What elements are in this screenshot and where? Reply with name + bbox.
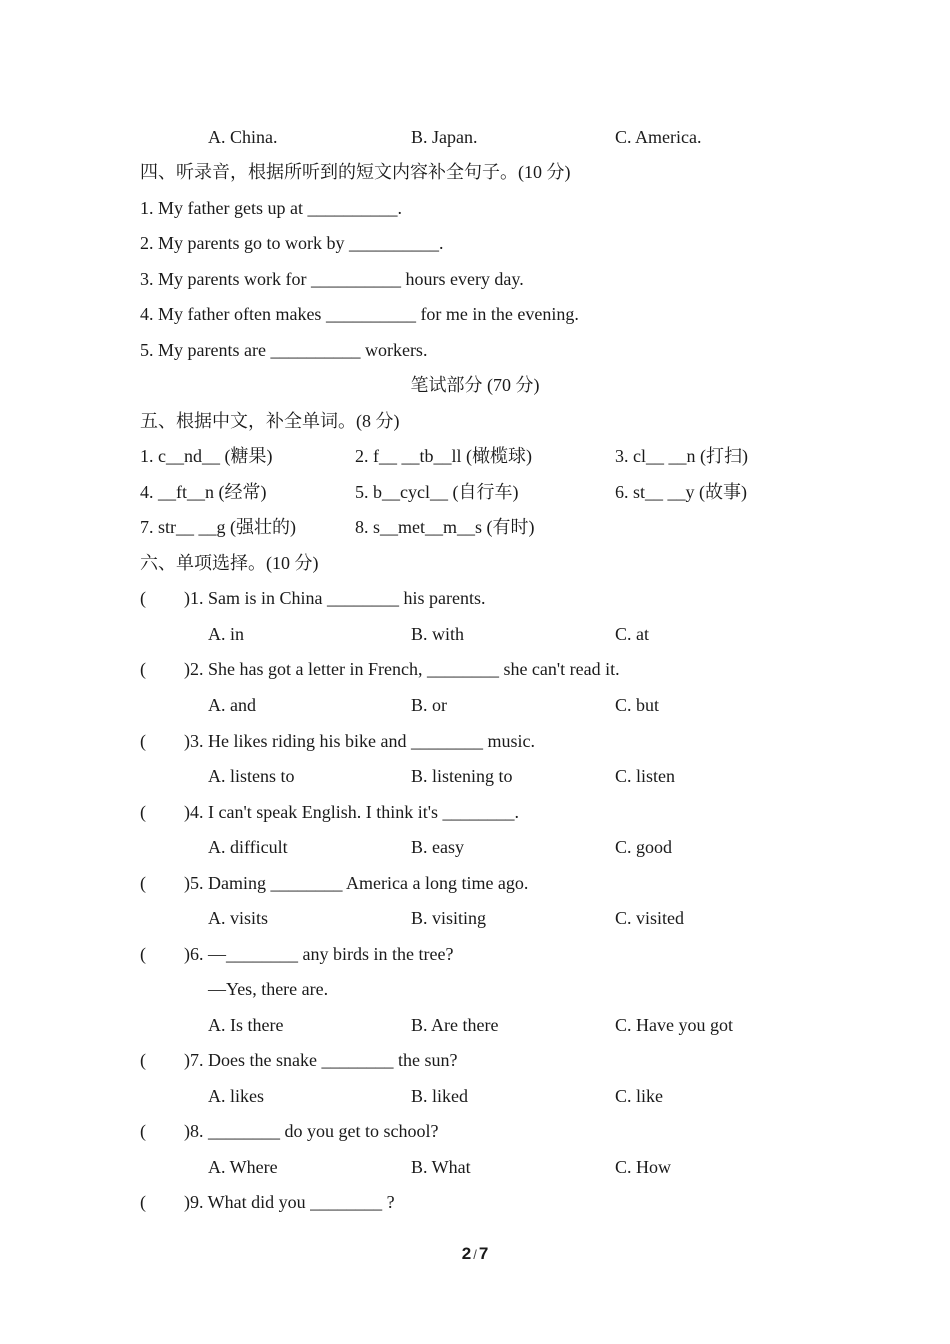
question-line [140,1048,820,1072]
section6-heading: 六、单项选择。(10 分) [140,553,319,573]
question-text: )8. ________ do you get to school? [184,1121,439,1141]
option-a: A. likes [208,1086,264,1106]
word-item: 3. cl__ __n (打扫) [615,446,748,466]
option-a: A. China. [208,127,278,147]
fill-item: 2. My parents go to work by __________. [140,233,444,253]
option-b: B. Are there [411,1015,499,1035]
word-row [140,515,820,539]
option-b: B. easy [411,837,464,857]
word-item: 6. st__ __y (故事) [615,482,747,502]
answer-bracket: ( [140,588,146,608]
word-item: 5. b__cycl__ (自行车) [355,482,519,502]
question-line [140,586,820,610]
option-c: C. like [615,1086,663,1106]
option-row [208,764,808,788]
answer-bracket: ( [140,944,146,964]
option-b: B. Japan. [411,127,478,147]
question-line [140,871,820,895]
question-text: )3. He likes riding his bike and ________ music. [184,731,535,751]
answer-bracket: ( [140,873,146,893]
question-line [140,942,820,966]
option-b: B. liked [411,1086,468,1106]
option-row [208,906,808,930]
option-row [208,125,808,149]
option-b: B. with [411,624,465,644]
question-line [140,1119,820,1143]
answer-bracket: ( [140,1192,146,1212]
option-c: C. How [615,1157,672,1177]
option-c: C. but [615,695,660,715]
page-current: 2 [461,1244,472,1263]
option-a: A. difficult [208,837,288,857]
fill-item: 1. My father gets up at __________. [140,198,402,218]
option-a: A. and [208,695,256,715]
option-a: A. listens to [208,766,295,786]
word-item: 7. str__ __g (强壮的) [140,517,296,537]
word-item: 8. s__met__m__s (有时) [355,517,535,537]
option-c: C. America. [615,127,702,147]
question-text: )7. Does the snake ________ the sun? [184,1050,458,1070]
page-separator: / [473,1247,477,1262]
option-c: C. Have you got [615,1015,733,1035]
option-b: B. visiting [411,908,487,928]
fill-item: 5. My parents are __________ workers. [140,340,428,360]
question-text: )6. —________ any birds in the tree? [184,944,454,964]
option-a: A. in [208,624,244,644]
option-row [208,693,808,717]
answer-bracket: ( [140,731,146,751]
word-row [140,480,820,504]
page-total: 7 [478,1244,489,1263]
answer-bracket: ( [140,659,146,679]
section4-heading: 四、听录音，根据所听到的短文内容补全句子。(10 分) [140,162,571,182]
written-part-title: 笔试部分 (70 分) [410,375,540,395]
question-line [140,1190,820,1214]
word-item: 2. f__ __tb__ll (橄榄球) [355,446,532,466]
fill-item: 4. My father often makes __________ for me in the evening. [140,304,579,324]
answer-bracket: ( [140,1050,146,1070]
option-a: A. visits [208,908,269,928]
question-text: )2. She has got a letter in French, ________ she can't read it. [184,659,620,679]
option-b: B. listening to [411,766,513,786]
option-row [208,1084,808,1108]
option-c: C. listen [615,766,676,786]
option-a: A. Where [208,1157,278,1177]
question-text: )5. Daming ________ America a long time ago. [184,873,529,893]
page-number [0,1242,950,1266]
section5-heading: 五、根据中文，补全单词。(8 分) [140,411,400,431]
option-b: B. What [411,1157,471,1177]
word-item: 1. c__nd__ (糖果) [140,446,273,466]
dialogue-reply: —Yes, there are. [208,979,329,999]
option-c: C. visited [615,908,685,928]
option-row [208,835,808,859]
word-row [140,444,820,468]
question-text: )1. Sam is in China ________ his parents. [184,588,486,608]
option-row [208,622,808,646]
option-c: C. at [615,624,649,644]
word-item: 4. __ft__n (经常) [140,482,267,502]
fill-item: 3. My parents work for __________ hours every day. [140,269,524,289]
question-line [140,800,820,824]
option-b: B. or [411,695,447,715]
question-line [140,729,820,753]
question-text: )9. What did you ________ ? [184,1192,395,1212]
answer-bracket: ( [140,1121,146,1141]
question-text: )4. I can't speak English. I think it's ________. [184,802,519,822]
option-a: A. Is there [208,1015,284,1035]
option-row [208,1013,808,1037]
option-c: C. good [615,837,673,857]
option-row [208,1155,808,1179]
answer-bracket: ( [140,802,146,822]
question-line [140,657,820,681]
